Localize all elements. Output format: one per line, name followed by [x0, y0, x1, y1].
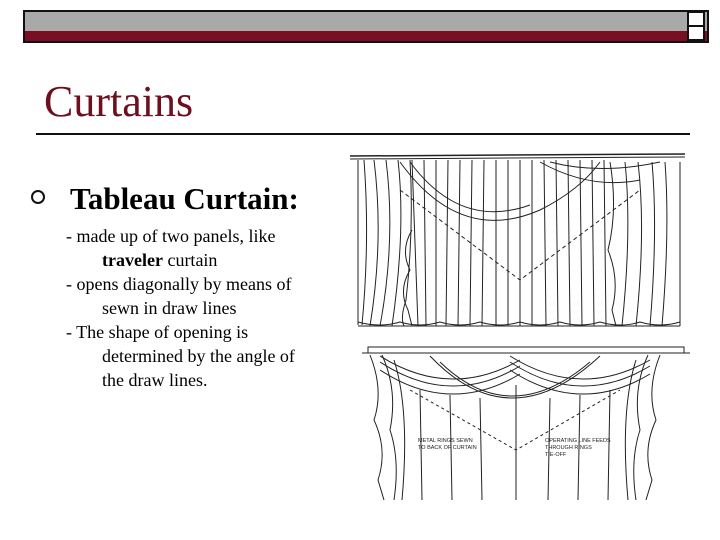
slide-title: Curtains — [44, 77, 194, 126]
body-line: the draw lines. — [102, 370, 208, 390]
svg-text:METAL RINGS SEWN: METAL RINGS SEWN — [418, 438, 473, 444]
body-text — [66, 224, 341, 392]
body-line: determined by the angle of — [102, 346, 295, 366]
bullet-heading: Tableau Curtain: — [70, 181, 299, 216]
curtain-illustration — [340, 150, 692, 500]
top-decorative-bar — [23, 10, 709, 43]
body-line: - opens diagonally by means of — [66, 274, 292, 294]
top-bar-maroon-band — [25, 31, 707, 41]
svg-text:TIE-OFF: TIE-OFF — [545, 452, 567, 458]
top-bar-grey-band — [25, 12, 707, 31]
bold-term: traveler — [102, 250, 163, 270]
corner-decoration — [687, 11, 705, 41]
body-line: sewn in draw lines — [102, 298, 237, 318]
body-line: - The shape of opening is — [66, 322, 249, 342]
bullet-icon — [31, 190, 45, 204]
svg-text:THROUGH RINGS: THROUGH RINGS — [545, 445, 592, 451]
svg-text:OPERATING LINE FEEDS: OPERATING LINE FEEDS — [545, 438, 611, 444]
title-underline — [36, 133, 690, 135]
illustration-labels — [418, 438, 611, 458]
curtain-drawing — [340, 150, 692, 500]
svg-text:TO BACK OF CURTAIN: TO BACK OF CURTAIN — [418, 445, 477, 451]
body-line: - made up of two panels, like — [66, 226, 276, 246]
body-line: traveler curtain — [102, 250, 218, 270]
